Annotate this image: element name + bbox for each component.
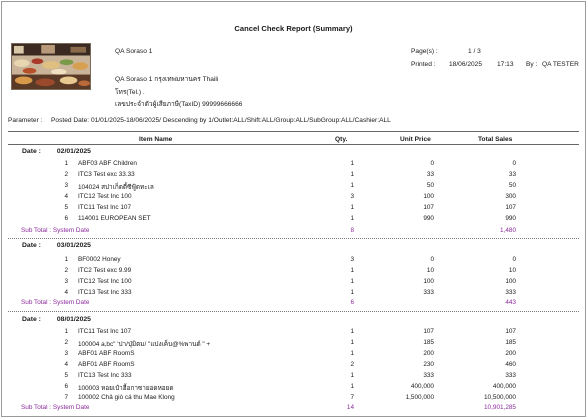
section-divider xyxy=(8,238,579,239)
item-unit-price: 400,000 xyxy=(410,383,434,390)
row-number: 2 xyxy=(64,339,68,346)
section-divider xyxy=(8,311,579,312)
subtotal-label: Sub Total : System Date xyxy=(21,299,90,306)
item-name: 104024 สปาเก็ตตี้ซีฟู้ดทะเล xyxy=(78,184,154,191)
row-number: 4 xyxy=(64,289,68,296)
table-row xyxy=(2,193,586,203)
date-label: Date : xyxy=(22,148,41,155)
item-total-sales: 50 xyxy=(508,182,516,189)
table-row xyxy=(2,372,586,382)
row-number: 3 xyxy=(64,182,68,189)
item-total-sales: 300 xyxy=(505,193,516,200)
item-qty: 1 xyxy=(350,204,354,211)
company-tax-id: เลขประจำตัวผู้เสียภาษี(TaxID) 99999666666 xyxy=(115,101,243,108)
printed-date: 18/06/2025 xyxy=(449,61,483,68)
item-name: ABF01 ABF RoomS xyxy=(78,361,135,368)
item-qty: 1 xyxy=(350,215,354,222)
item-name: ITC13 Test Inc 333 xyxy=(78,372,132,379)
table-row xyxy=(2,171,586,181)
item-unit-price: 33 xyxy=(426,171,434,178)
item-qty: 1 xyxy=(350,267,354,274)
table-row xyxy=(2,289,586,299)
table-row xyxy=(2,383,586,393)
row-number: 6 xyxy=(64,383,68,390)
item-qty: 1 xyxy=(350,289,354,296)
subtotal-row xyxy=(2,227,586,237)
table-row xyxy=(2,215,586,225)
item-name: ITC12 Test Inc 100 xyxy=(78,193,132,200)
item-unit-price: 0 xyxy=(430,160,434,167)
row-number: 1 xyxy=(64,256,68,263)
subtotal-label: Sub Total : System Date xyxy=(21,227,90,234)
printed-by-label: By : xyxy=(526,61,538,68)
subtotal-row xyxy=(2,404,586,414)
report-title: Cancel Check Report (Summary) xyxy=(234,24,353,33)
item-name: 100003 หอยเป๋าฮื้อกาซายอดหอยด xyxy=(78,385,174,392)
table-row xyxy=(2,256,586,266)
row-number: 5 xyxy=(64,372,68,379)
item-qty: 1 xyxy=(350,350,354,357)
item-unit-price: 230 xyxy=(423,361,434,368)
item-unit-price: 333 xyxy=(423,372,434,379)
company-phone: โทร(Tel.) . xyxy=(115,89,145,96)
row-number: 2 xyxy=(64,171,68,178)
report-page xyxy=(1,1,586,417)
item-total-sales: 200 xyxy=(505,350,516,357)
item-name: ITC13 Test Inc 333 xyxy=(78,289,132,296)
item-unit-price: 1,500,000 xyxy=(405,394,434,401)
company-address: QA Soraso 1 กรุงเทพมหานคร Thaili xyxy=(115,76,219,83)
row-number: 5 xyxy=(64,204,68,211)
item-unit-price: 100 xyxy=(423,278,434,285)
item-total-sales: 460 xyxy=(505,361,516,368)
item-total-sales: 333 xyxy=(505,372,516,379)
page-label: Page(s) : xyxy=(411,48,438,55)
table-row xyxy=(2,278,586,288)
item-name: 100002 Chả giò cá thu Mae Klong xyxy=(78,394,175,401)
item-total-sales: 107 xyxy=(505,204,516,211)
item-name: BF0002 Honey xyxy=(78,256,121,263)
item-qty: 7 xyxy=(350,394,354,401)
row-number: 7 xyxy=(64,394,68,401)
row-number: 4 xyxy=(64,361,68,368)
item-unit-price: 333 xyxy=(423,289,434,296)
item-name: ITC11 Test Inc 107 xyxy=(78,204,132,211)
item-unit-price: 200 xyxy=(423,350,434,357)
printed-time: 17:13 xyxy=(497,61,514,68)
item-name: 100004 a,bc" 'ปา/ปุ่มิตม/ "แปงเค็บ@%พานต์ " + xyxy=(78,341,211,348)
item-unit-price: 100 xyxy=(423,193,434,200)
item-unit-price: 10 xyxy=(426,267,434,274)
header-top-divider xyxy=(8,131,579,132)
subtotal-total: 10,901,285 xyxy=(484,404,516,411)
item-name: ITC2 Test exc 9.99 xyxy=(78,267,132,274)
date-label: Date : xyxy=(22,242,41,249)
table-row xyxy=(2,394,586,404)
table-row xyxy=(2,182,586,192)
parameter-label: Parameter : xyxy=(8,117,43,124)
printed-by-user: QA TESTER xyxy=(542,61,579,68)
parameter-value: Posted Date: 01/01/2025-18/06/2025/ Descending by 1/Outlet:ALL/Shift:ALL/Group:ALL/SubGroup:ALL/Cashier:ALL xyxy=(51,117,391,124)
column-header-item-name: Item Name xyxy=(139,136,173,143)
subtotal-row xyxy=(2,299,586,309)
row-number: 1 xyxy=(64,160,68,167)
date-heading xyxy=(22,148,91,155)
printed-label: Printed : xyxy=(411,61,436,68)
row-number: 3 xyxy=(64,278,68,285)
item-total-sales: 990 xyxy=(505,215,516,222)
item-qty: 2 xyxy=(350,361,354,368)
page-number: 1 / 3 xyxy=(468,48,481,55)
row-number: 6 xyxy=(64,215,68,222)
date-value: 08/01/2025 xyxy=(56,316,91,323)
item-total-sales: 400,000 xyxy=(492,383,516,390)
item-unit-price: 185 xyxy=(423,339,434,346)
item-name: ABF01 ABF RoomS xyxy=(78,350,135,357)
date-heading xyxy=(22,316,91,323)
table-row xyxy=(2,267,586,277)
company-logo-photo xyxy=(11,43,91,90)
date-value: 02/01/2025 xyxy=(56,148,91,155)
table-row xyxy=(2,328,586,338)
item-qty: 3 xyxy=(350,193,354,200)
item-name: ITC3 Test exc 33.33 xyxy=(78,171,135,178)
item-total-sales: 333 xyxy=(505,289,516,296)
subtotal-qty: 6 xyxy=(350,299,354,306)
item-name: 114001 EUROPEAN SET xyxy=(78,215,151,222)
item-qty: 3 xyxy=(350,256,354,263)
row-number: 3 xyxy=(64,350,68,357)
item-total-sales: 100 xyxy=(505,278,516,285)
item-total-sales: 10,500,000 xyxy=(484,394,516,401)
item-total-sales: 185 xyxy=(505,339,516,346)
row-number: 2 xyxy=(64,267,68,274)
item-total-sales: 0 xyxy=(512,256,516,263)
table-row xyxy=(2,160,586,170)
item-qty: 1 xyxy=(350,372,354,379)
item-total-sales: 33 xyxy=(508,171,516,178)
item-qty: 1 xyxy=(350,339,354,346)
table-row xyxy=(2,204,586,214)
date-heading xyxy=(22,242,91,249)
subtotal-total: 443 xyxy=(505,299,516,306)
table-row xyxy=(2,361,586,371)
subtotal-total: 1,480 xyxy=(500,227,516,234)
item-qty: 1 xyxy=(350,383,354,390)
item-total-sales: 107 xyxy=(505,328,516,335)
row-number: 1 xyxy=(64,328,68,335)
table-row xyxy=(2,339,586,349)
item-total-sales: 10 xyxy=(508,267,516,274)
buffet-photo-image xyxy=(12,44,90,89)
column-header-unit-price: Unit Price xyxy=(400,136,431,143)
item-unit-price: 107 xyxy=(423,328,434,335)
subtotal-qty: 14 xyxy=(346,404,354,411)
subtotal-label: Sub Total : System Date xyxy=(21,404,90,411)
item-qty: 1 xyxy=(350,328,354,335)
item-unit-price: 107 xyxy=(423,204,434,211)
date-label: Date : xyxy=(22,316,41,323)
header-bottom-divider xyxy=(8,144,579,145)
item-name: ITC12 Test Inc 100 xyxy=(78,278,132,285)
item-qty: 1 xyxy=(350,278,354,285)
item-qty: 1 xyxy=(350,160,354,167)
company-name: QA Soraso 1 xyxy=(115,48,153,55)
subtotal-qty: 8 xyxy=(350,227,354,234)
item-unit-price: 50 xyxy=(426,182,434,189)
item-unit-price: 0 xyxy=(430,256,434,263)
row-number: 4 xyxy=(64,193,68,200)
column-header-total-sales: Total Sales xyxy=(478,136,513,143)
column-header-qty: Qty. xyxy=(335,136,348,143)
item-name: ABF03 ABF Children xyxy=(78,160,137,167)
item-total-sales: 0 xyxy=(512,160,516,167)
item-qty: 1 xyxy=(350,182,354,189)
date-value: 03/01/2025 xyxy=(56,242,91,249)
item-qty: 1 xyxy=(350,171,354,178)
item-name: ITC11 Test Inc 107 xyxy=(78,328,132,335)
table-row xyxy=(2,350,586,360)
item-unit-price: 990 xyxy=(423,215,434,222)
